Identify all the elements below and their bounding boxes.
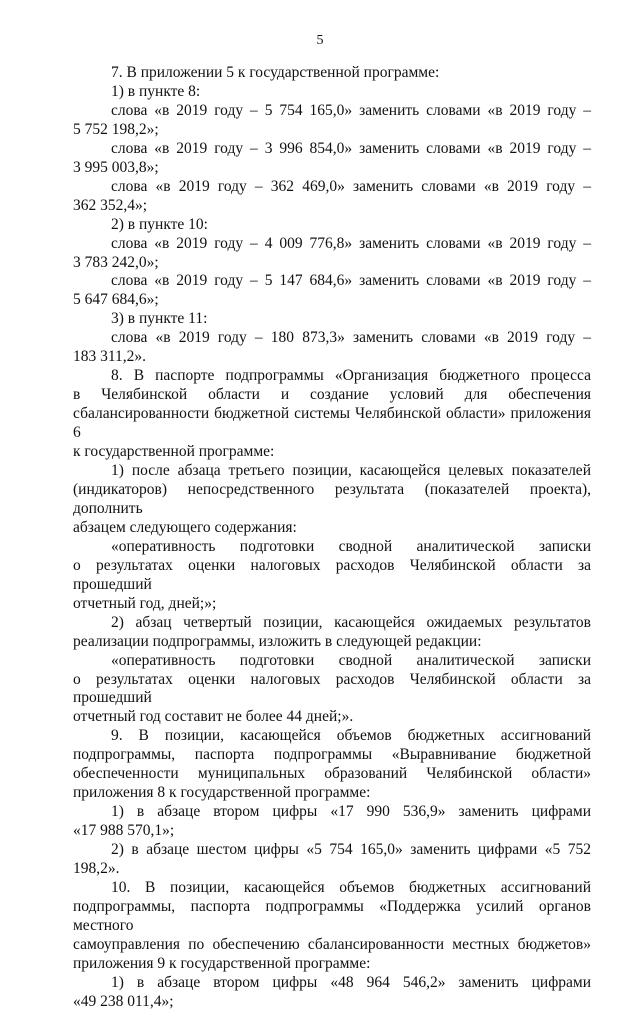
text-line: 7. В приложении 5 к государственной программе: (111, 64, 440, 81)
text-line: слова «в 2019 году – 4 009 776,8» заменить словами «в 2019 году – (111, 234, 591, 252)
text-line: 1) в абзаце втором цифры «48 964 546,2» заменить цифрами (111, 973, 591, 991)
text-line: 3 995 003,8»; (73, 158, 159, 176)
text-line: к государственной программе: (73, 443, 275, 461)
text-line: (индикаторов) непосредственного результата (показателей проекта), дополнить (73, 480, 591, 517)
text-line: отчетный год, дней;»; (73, 594, 217, 612)
text-line: 9. В позиции, касающейся объемов бюджетных ассигнований (111, 727, 591, 745)
text-line: 10. В позиции, касающейся объемов бюджетных ассигнований (111, 878, 591, 896)
text-line: «оперативность подготовки сводной аналитической записки (111, 537, 591, 555)
text-line: о результатах оценки налоговых расходов Челябинской области за прошедший (73, 556, 591, 593)
text-line: о результатах оценки налоговых расходов Челябинской области за прошедший (73, 670, 591, 707)
text-line: 2) в абзаце шестом цифры «5 754 165,0» заменить цифрами «5 752 198,2». (73, 841, 591, 878)
text-line: 1) в абзаце втором цифры «17 990 536,9» заменить цифрами (111, 803, 591, 821)
text-line: слова «в 2019 году – 5 147 684,6» заменить словами «в 2019 году – (111, 272, 591, 290)
text-line: 183 311,2». (73, 348, 147, 366)
text-line: 1) в пункте 8: (111, 82, 201, 100)
text-line: абзацем следующего содержания: (73, 518, 297, 536)
text-line: самоуправления по обеспечению сбалансированности местных бюджетов» (73, 935, 591, 953)
text-line: сбалансированности бюджетной системы Челябинской области» приложения 6 (73, 405, 591, 442)
text-line: отчетный год составит не более 44 дней;». (73, 708, 354, 726)
text-line: 1) после абзаца третьего позиции, касающейся целевых показателей (111, 462, 591, 480)
page-number: 5 (316, 33, 324, 48)
text-line: слова «в 2019 году – 362 469,0» заменить словами «в 2019 году – (111, 177, 591, 195)
document-body (73, 64, 591, 1012)
text-line: подпрограммы, паспорта подпрограммы «Выравнивание бюджетной (73, 746, 591, 764)
text-line: подпрограммы, паспорта подпрограммы «Поддержка усилий органов местного (73, 897, 591, 934)
text-line: обеспеченности муниципальных образований Челябинской области» (73, 765, 591, 783)
text-line: «оперативность подготовки сводной аналитической записки (111, 651, 591, 669)
text-line: 3 783 242,0»; (73, 253, 159, 271)
text-line: в Челябинской области и создание условий для обеспечения (73, 386, 591, 404)
text-line: 3) в пункте 11: (111, 310, 208, 328)
text-line: 5 647 684,6»; (73, 291, 159, 309)
text-line: 2) в пункте 10: (111, 215, 208, 233)
text-line: «49 238 011,4»; (73, 992, 174, 1010)
text-line: слова «в 2019 году – 5 754 165,0» заменить словами «в 2019 году – (111, 101, 591, 119)
text-line: 8. В паспорте подпрограммы «Организация бюджетного процесса (111, 367, 591, 385)
text-line: 2) абзац четвертый позиции, касающейся ожидаемых результатов (111, 613, 591, 631)
text-line: 5 752 198,2»; (73, 120, 159, 138)
text-line: слова «в 2019 году – 180 873,3» заменить словами «в 2019 году – (111, 329, 591, 347)
text-line: слова «в 2019 году – 3 996 854,0» заменить словами «в 2019 году – (111, 139, 591, 157)
text-line: реализации подпрограммы, изложить в следующей редакции: (73, 632, 482, 650)
text-line: «17 988 570,1»; (73, 822, 175, 840)
text-line: приложения 9 к государственной программе: (73, 954, 371, 972)
text-line: 362 352,4»; (73, 196, 148, 214)
text-line: приложения 8 к государственной программе: (73, 784, 371, 802)
